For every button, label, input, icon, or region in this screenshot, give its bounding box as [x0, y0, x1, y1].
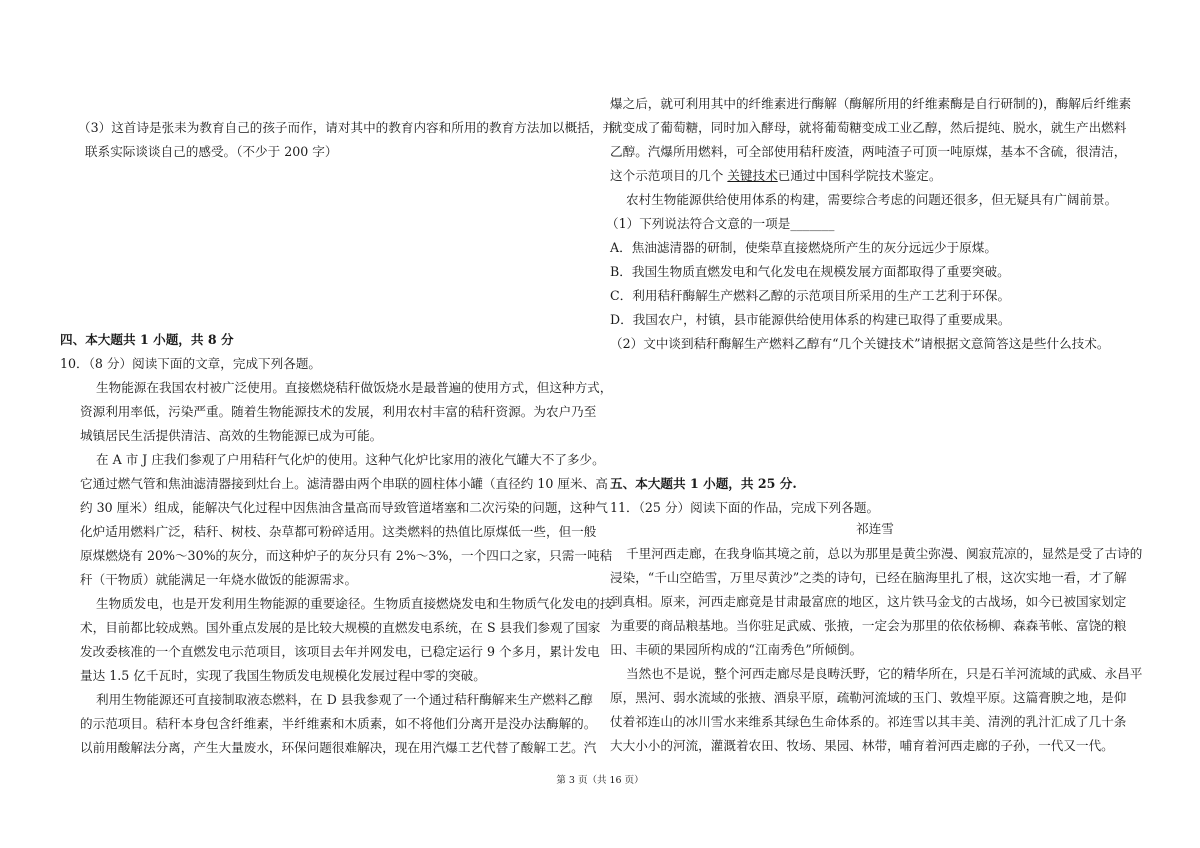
essay-line-8: 仗着祁连山的冰川雪水来维系其绿色生命体系的。祁连雪以其丰美、清洌的乳汁汇成了几十条	[610, 714, 1127, 729]
essay-line-3: 到真相。原来，河西走廊竟是甘肃最富庶的地区，这片铁马金戈的古战场，如今已被国家划定	[610, 594, 1127, 609]
question-11-intro: 11．（25 分）阅读下面的作品，完成下列各题。	[610, 500, 880, 515]
essay-line-9: 大大小小的河流，灌溉着农田、牧场、果园、林带，哺育着河西走廊的子孙，一代又一代。	[610, 738, 1114, 753]
passage-line-3: 城镇居民生活提供清洁、高效的生物能源已成为可能。	[80, 428, 383, 443]
option-c: C．利用秸秆酶解生产燃料乙醇的示范项目所采用的生产工艺利于环保。	[610, 288, 1011, 303]
passage-line-14: 利用生物能源还可直接制取液态燃料，在 D 县我参观了一个通过秸秆酶解来生产燃料乙醇	[96, 692, 593, 707]
essay-line-7: 原，黑河、弱水流域的张掖、酒泉平原，疏勒河流域的玉门、敦煌平原。这篇膏腴之地，是仰	[610, 690, 1127, 705]
passage-cont-line-4-pre: 这个示范项目的几个	[610, 168, 724, 183]
passage-line-4: 在 A 市 J 庄我们参观了户用秸秆气化炉的使用。这种气化炉比家用的液化气罐大不了多少。	[96, 452, 605, 467]
passage-line-8: 原煤燃烧有 20%～30%的灰分，而这种炉子的灰分只有 2%～3%，一个四口之家，只需一吨秸	[80, 548, 613, 563]
section-4-heading: 四、本大题共 1 小题，共 8 分	[60, 332, 234, 347]
passage-cont-line-3: 乙醇。汽爆所用燃料，可全部使用秸秆废渣，两吨渣子可顶一吨原煤，基本不含硫，很清洁，	[610, 144, 1127, 159]
passage-line-6: 约 30 厘米）组成，能解决气化过程中因焦油含量高而导致管道堵塞和二次污染的问题，这种气	[80, 500, 608, 515]
passage-line-2: 资源利用率低，污染严重。随着生物能源技术的发展，利用农村丰富的秸秆资源。为农户乃至	[80, 404, 597, 419]
question-10-intro: 10．（8 分）阅读下面的文章，完成下列各题。	[60, 356, 322, 371]
essay-line-2: 浸染，“千山空皓雪，万里尽黄沙”之类的诗句，已经在脑海里扎了根，这次实地一看，才了解	[610, 570, 1127, 585]
option-a: A．焦油滤清器的研制，使柴草直接燃烧所产生的灰分远远少于原煤。	[610, 240, 997, 255]
passage-line-15: 的示范项目。秸秆本身包含纤维素，半纤维素和木质素，如不将他们分离开是没办法酶解的。	[80, 716, 597, 731]
essay-line-6: 当然也不是说，整个河西走廊尽是良畴沃野，它的精华所在，只是石羊河流域的武威、永昌平	[626, 666, 1143, 681]
page-footer: 第 3 页（共 16 页）	[556, 775, 644, 786]
passage-line-5: 它通过燃气管和焦油滤清器接到灶台上。滤清器由两个串联的圆柱体小罐（直径约 10 厘米、高	[80, 476, 608, 491]
passage-line-10: 生物质发电，也是开发利用生物能源的重要途径。生物质直接燃烧发电和生物质气化发电的技	[96, 596, 613, 611]
essay-line-1: 千里河西走廊，在我身临其境之前，总以为那里是黄尘弥漫、阒寂荒凉的，显然是受了古诗的	[626, 546, 1143, 561]
question-2: （2）文中谈到秸秆酶解生产燃料乙醇有“几个关键技术”请根据文意简答这是些什么技术。	[610, 336, 1110, 351]
passage-line-13: 量达 1.5 亿千瓦时，实现了我国生物质发电规模化发展过程中零的突破。	[80, 668, 486, 683]
essay-line-4: 为重要的商品粮基地。当你驻足武威、张掖，一定会为那里的依依杨柳、森森苇帐、富饶的粮	[610, 618, 1127, 633]
passage-line-7: 化炉适用燃料广泛，秸秆、树枝、杂草都可粉碎适用。这类燃料的热值比原煤低一些，但一般	[80, 524, 597, 539]
poem-title: 祁连雪	[856, 521, 894, 536]
passage-cont-line-4-post: 已通过中国科学院技术鉴定。	[777, 168, 942, 183]
section-5-heading: 五、本大题共 1 小题，共 25 分.	[610, 476, 797, 491]
passage-line-1: 生物能源在我国农村被广泛使用。直接燃烧秸秆做饭烧水是最普遍的使用方式，但这种方式，	[96, 380, 613, 395]
option-d: D．我国农户，村镇，县市能源供给使用体系的构建已取得了重要成果。	[610, 312, 1011, 327]
passage-cont-line-5: 农村生物能源供给使用体系的构建，需要综合考虑的问题还很多，但无疑具有广阔前景。	[626, 192, 1118, 207]
question-3-line-2: 联系实际谈谈自己的感受。（不少于 200 字）	[85, 144, 338, 159]
passage-cont-line-4	[610, 168, 941, 184]
essay-line-5: 田、丰硕的果园所构成的“江南秀色”所倾倒。	[610, 642, 863, 657]
passage-line-11: 术，目前都比较成熟。国外重点发展的是比较大规模的直燃发电系统，在 S 县我们参观了国家	[80, 620, 601, 635]
option-b: B．我国生物质直燃发电和气化发电在规模发展方面都取得了重要突破。	[610, 264, 1010, 279]
key-technology-underline: 关键技术	[727, 168, 778, 183]
passage-line-9: 秆（干物质）就能满足一年烧水做饭的能源需求。	[80, 572, 358, 587]
question-3-line-1: （3）这首诗是张耒为教育自己的孩子而作，请对其中的教育内容和所用的教育方法加以概括，并	[78, 120, 615, 135]
passage-cont-line-1: 爆之后，就可利用其中的纤维素进行酶解（酶解所用的纤维素酶是自行研制的)，酶解后纤维素	[610, 96, 1132, 111]
passage-line-12: 发改委核准的一个直燃发电示范项目，该项目去年并网发电，已稳定运行 9 个多月，累计发电	[80, 644, 600, 659]
question-1: （1）下列说法符合文意的一项是_______	[606, 216, 835, 231]
passage-cont-line-2: 就变成了葡萄糖，同时加入酵母，就将葡萄糖变成工业乙醇，然后提纯、脱水，就生产出燃料	[610, 120, 1127, 135]
passage-line-16: 以前用酸解法分离，产生大量废水，环保问题很难解决，现在用汽爆工艺代替了酸解工艺。汽	[80, 740, 597, 755]
